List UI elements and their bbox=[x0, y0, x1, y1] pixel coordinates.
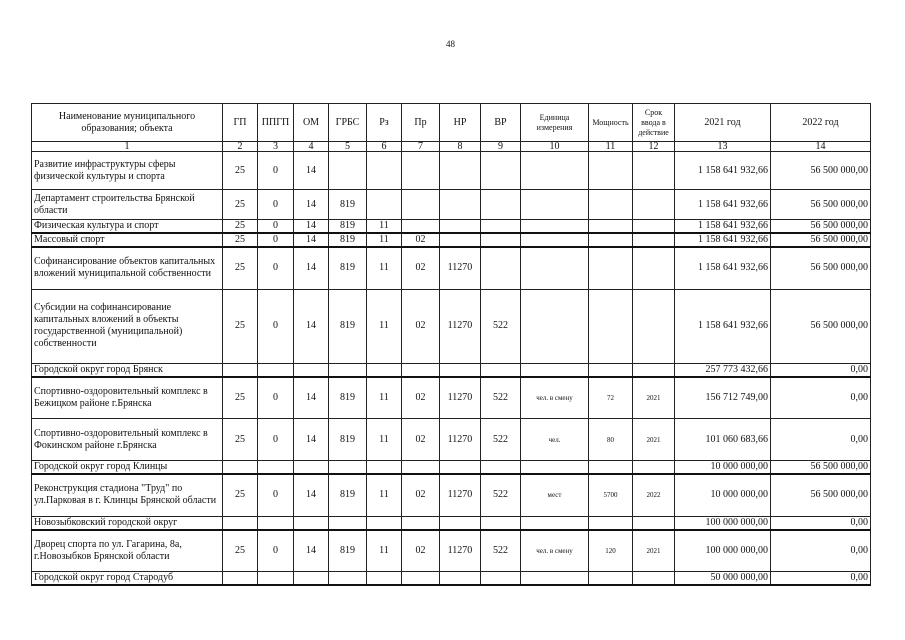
cell-term: 2022 bbox=[633, 474, 675, 516]
cell-pr: 02 bbox=[402, 377, 440, 419]
header-power: Мощность bbox=[589, 104, 633, 142]
cell-gp: 25 bbox=[223, 233, 258, 247]
cell-y2021: 101 060 683,66 bbox=[675, 419, 771, 461]
table-row bbox=[32, 419, 871, 461]
cell-ppgp: 0 bbox=[258, 220, 294, 234]
cell-grbs: 819 bbox=[329, 289, 367, 363]
cell-ppgp: 0 bbox=[258, 233, 294, 247]
cell-vr bbox=[481, 152, 521, 190]
cell-power bbox=[589, 152, 633, 190]
column-number: 6 bbox=[367, 142, 402, 152]
cell-gp: 25 bbox=[223, 419, 258, 461]
cell-y2022: 0,00 bbox=[771, 419, 871, 461]
cell-power: 80 bbox=[589, 419, 633, 461]
table-row bbox=[32, 152, 871, 190]
cell-vr: 522 bbox=[481, 474, 521, 516]
header-name: Наименование муниципального образования; объекта bbox=[32, 104, 223, 142]
cell-power: 120 bbox=[589, 530, 633, 572]
cell-y2021: 1 158 641 932,66 bbox=[675, 233, 771, 247]
cell-om: 14 bbox=[294, 474, 329, 516]
table-row bbox=[32, 190, 871, 220]
cell-unit bbox=[521, 572, 589, 586]
cell-gp: 25 bbox=[223, 474, 258, 516]
table-row bbox=[32, 474, 871, 516]
cell-y2022: 56 500 000,00 bbox=[771, 289, 871, 363]
header-vr: ВР bbox=[481, 104, 521, 142]
cell-term bbox=[633, 572, 675, 586]
cell-pr: 02 bbox=[402, 530, 440, 572]
cell-om: 14 bbox=[294, 530, 329, 572]
cell-vr: 522 bbox=[481, 530, 521, 572]
table-row bbox=[32, 377, 871, 419]
cell-nr bbox=[440, 516, 481, 530]
cell-om: 14 bbox=[294, 289, 329, 363]
cell-y2022: 0,00 bbox=[771, 377, 871, 419]
cell-pr: 02 bbox=[402, 247, 440, 289]
cell-rz: 11 bbox=[367, 220, 402, 234]
cell-y2022: 56 500 000,00 bbox=[771, 220, 871, 234]
column-number: 14 bbox=[771, 142, 871, 152]
cell-name: Спортивно-оздоровительный комплекс в Бежицком районе г.Брянска bbox=[32, 377, 223, 419]
cell-ppgp: 0 bbox=[258, 530, 294, 572]
cell-rz bbox=[367, 516, 402, 530]
cell-name: Спортивно-оздоровительный комплекс в Фокинском районе г.Брянска bbox=[32, 419, 223, 461]
cell-pr bbox=[402, 363, 440, 377]
cell-y2022: 0,00 bbox=[771, 530, 871, 572]
column-number: 10 bbox=[521, 142, 589, 152]
cell-name: Физическая культура и спорт bbox=[32, 220, 223, 234]
cell-power bbox=[589, 516, 633, 530]
header-grbs: ГРБС bbox=[329, 104, 367, 142]
cell-grbs: 819 bbox=[329, 419, 367, 461]
column-number: 12 bbox=[633, 142, 675, 152]
cell-nr bbox=[440, 233, 481, 247]
column-number: 5 bbox=[329, 142, 367, 152]
cell-nr bbox=[440, 572, 481, 586]
cell-name: Департамент строительства Брянской области bbox=[32, 190, 223, 220]
cell-y2022: 56 500 000,00 bbox=[771, 190, 871, 220]
cell-om: 14 bbox=[294, 377, 329, 419]
table-row bbox=[32, 289, 871, 363]
cell-ppgp: 0 bbox=[258, 152, 294, 190]
cell-gp: 25 bbox=[223, 190, 258, 220]
cell-ppgp bbox=[258, 363, 294, 377]
cell-vr: 522 bbox=[481, 377, 521, 419]
cell-term: 2021 bbox=[633, 419, 675, 461]
cell-nr: 11270 bbox=[440, 377, 481, 419]
table-body bbox=[32, 152, 871, 586]
cell-ppgp bbox=[258, 572, 294, 586]
cell-grbs bbox=[329, 461, 367, 475]
cell-rz: 11 bbox=[367, 419, 402, 461]
cell-ppgp: 0 bbox=[258, 247, 294, 289]
cell-pr: 02 bbox=[402, 474, 440, 516]
table-row bbox=[32, 220, 871, 234]
cell-nr: 11270 bbox=[440, 247, 481, 289]
cell-y2021: 1 158 641 932,66 bbox=[675, 289, 771, 363]
column-number: 4 bbox=[294, 142, 329, 152]
cell-y2022: 56 500 000,00 bbox=[771, 247, 871, 289]
cell-vr bbox=[481, 363, 521, 377]
cell-power bbox=[589, 289, 633, 363]
cell-rz: 11 bbox=[367, 247, 402, 289]
header-pr: Пр bbox=[402, 104, 440, 142]
cell-power bbox=[589, 461, 633, 475]
header-ppgp: ППГП bbox=[258, 104, 294, 142]
cell-term bbox=[633, 220, 675, 234]
cell-grbs: 819 bbox=[329, 247, 367, 289]
header-gp: ГП bbox=[223, 104, 258, 142]
cell-y2022: 56 500 000,00 bbox=[771, 233, 871, 247]
cell-pr bbox=[402, 461, 440, 475]
cell-rz bbox=[367, 363, 402, 377]
cell-unit: мест bbox=[521, 474, 589, 516]
table-row bbox=[32, 233, 871, 247]
cell-gp: 25 bbox=[223, 220, 258, 234]
cell-y2021: 1 158 641 932,66 bbox=[675, 190, 771, 220]
cell-grbs bbox=[329, 572, 367, 586]
cell-om bbox=[294, 516, 329, 530]
cell-power bbox=[589, 233, 633, 247]
cell-name: Городской округ город Клинцы bbox=[32, 461, 223, 475]
cell-gp bbox=[223, 516, 258, 530]
cell-power bbox=[589, 363, 633, 377]
cell-ppgp: 0 bbox=[258, 474, 294, 516]
cell-nr: 11270 bbox=[440, 530, 481, 572]
cell-term bbox=[633, 461, 675, 475]
cell-nr: 11270 bbox=[440, 419, 481, 461]
cell-name: Дворец спорта по ул. Гагарина, 8а, г.Новозыбков Брянской области bbox=[32, 530, 223, 572]
cell-rz: 11 bbox=[367, 289, 402, 363]
cell-pr bbox=[402, 152, 440, 190]
cell-gp bbox=[223, 363, 258, 377]
cell-ppgp bbox=[258, 516, 294, 530]
cell-gp: 25 bbox=[223, 289, 258, 363]
cell-pr bbox=[402, 516, 440, 530]
cell-grbs: 819 bbox=[329, 233, 367, 247]
header-nr: НР bbox=[440, 104, 481, 142]
cell-grbs: 819 bbox=[329, 530, 367, 572]
cell-rz: 11 bbox=[367, 377, 402, 419]
cell-name: Софинансирование объектов капитальных вложений муниципальной собственности bbox=[32, 247, 223, 289]
cell-unit bbox=[521, 247, 589, 289]
header-rz: Рз bbox=[367, 104, 402, 142]
cell-y2021: 1 158 641 932,66 bbox=[675, 220, 771, 234]
cell-ppgp bbox=[258, 461, 294, 475]
cell-power bbox=[589, 220, 633, 234]
cell-y2021: 1 158 641 932,66 bbox=[675, 247, 771, 289]
cell-vr: 522 bbox=[481, 289, 521, 363]
column-number: 2 bbox=[223, 142, 258, 152]
cell-ppgp: 0 bbox=[258, 289, 294, 363]
cell-rz: 11 bbox=[367, 530, 402, 572]
column-number: 7 bbox=[402, 142, 440, 152]
header-unit: Единица измерения bbox=[521, 104, 589, 142]
column-number: 13 bbox=[675, 142, 771, 152]
cell-nr bbox=[440, 152, 481, 190]
cell-nr bbox=[440, 363, 481, 377]
cell-nr: 11270 bbox=[440, 289, 481, 363]
cell-term bbox=[633, 363, 675, 377]
page-number: 48 bbox=[446, 39, 455, 49]
cell-om: 14 bbox=[294, 152, 329, 190]
cell-rz bbox=[367, 572, 402, 586]
table-row bbox=[32, 363, 871, 377]
cell-y2022: 0,00 bbox=[771, 572, 871, 586]
cell-vr bbox=[481, 516, 521, 530]
cell-unit: чел. в смену bbox=[521, 377, 589, 419]
cell-pr: 02 bbox=[402, 233, 440, 247]
cell-om bbox=[294, 363, 329, 377]
cell-om bbox=[294, 461, 329, 475]
cell-term bbox=[633, 289, 675, 363]
cell-unit bbox=[521, 152, 589, 190]
cell-gp bbox=[223, 572, 258, 586]
cell-gp: 25 bbox=[223, 377, 258, 419]
cell-term bbox=[633, 152, 675, 190]
cell-nr bbox=[440, 461, 481, 475]
cell-term bbox=[633, 516, 675, 530]
column-number: 1 bbox=[32, 142, 223, 152]
cell-unit bbox=[521, 190, 589, 220]
cell-rz bbox=[367, 190, 402, 220]
cell-vr: 522 bbox=[481, 419, 521, 461]
cell-nr bbox=[440, 220, 481, 234]
column-number-row bbox=[32, 142, 871, 152]
cell-y2021: 50 000 000,00 bbox=[675, 572, 771, 586]
column-number: 3 bbox=[258, 142, 294, 152]
header-om: ОМ bbox=[294, 104, 329, 142]
cell-term bbox=[633, 247, 675, 289]
cell-y2022: 0,00 bbox=[771, 516, 871, 530]
cell-om: 14 bbox=[294, 220, 329, 234]
cell-name: Массовый спорт bbox=[32, 233, 223, 247]
cell-grbs: 819 bbox=[329, 220, 367, 234]
cell-om: 14 bbox=[294, 419, 329, 461]
cell-ppgp: 0 bbox=[258, 377, 294, 419]
cell-pr bbox=[402, 190, 440, 220]
cell-vr bbox=[481, 190, 521, 220]
cell-y2021: 10 000 000,00 bbox=[675, 461, 771, 475]
table-row bbox=[32, 572, 871, 586]
cell-om bbox=[294, 572, 329, 586]
table-row bbox=[32, 461, 871, 475]
column-number: 9 bbox=[481, 142, 521, 152]
cell-unit bbox=[521, 233, 589, 247]
cell-y2021: 1 158 641 932,66 bbox=[675, 152, 771, 190]
cell-unit bbox=[521, 289, 589, 363]
table-row bbox=[32, 247, 871, 289]
cell-rz: 11 bbox=[367, 474, 402, 516]
cell-name: Городской округ город Стародуб bbox=[32, 572, 223, 586]
cell-nr bbox=[440, 190, 481, 220]
cell-rz: 11 bbox=[367, 233, 402, 247]
cell-vr bbox=[481, 233, 521, 247]
cell-name: Новозыбковский городской округ bbox=[32, 516, 223, 530]
cell-gp: 25 bbox=[223, 530, 258, 572]
table-row bbox=[32, 516, 871, 530]
cell-y2021: 257 773 432,66 bbox=[675, 363, 771, 377]
cell-rz bbox=[367, 152, 402, 190]
cell-gp: 25 bbox=[223, 152, 258, 190]
cell-rz bbox=[367, 461, 402, 475]
cell-power bbox=[589, 572, 633, 586]
cell-y2022: 0,00 bbox=[771, 363, 871, 377]
cell-om: 14 bbox=[294, 247, 329, 289]
cell-grbs: 819 bbox=[329, 474, 367, 516]
cell-y2021: 100 000 000,00 bbox=[675, 516, 771, 530]
cell-unit bbox=[521, 363, 589, 377]
cell-y2022: 56 500 000,00 bbox=[771, 152, 871, 190]
cell-ppgp: 0 bbox=[258, 190, 294, 220]
cell-vr bbox=[481, 572, 521, 586]
cell-unit bbox=[521, 461, 589, 475]
cell-y2022: 56 500 000,00 bbox=[771, 461, 871, 475]
budget-table bbox=[31, 103, 871, 586]
cell-y2021: 156 712 749,00 bbox=[675, 377, 771, 419]
cell-gp: 25 bbox=[223, 247, 258, 289]
cell-unit bbox=[521, 516, 589, 530]
header-row bbox=[32, 104, 871, 142]
column-number: 11 bbox=[589, 142, 633, 152]
cell-unit bbox=[521, 220, 589, 234]
cell-name: Городской округ город Брянск bbox=[32, 363, 223, 377]
cell-ppgp: 0 bbox=[258, 419, 294, 461]
cell-name: Развитие инфраструктуры сферы физической культуры и спорта bbox=[32, 152, 223, 190]
cell-pr: 02 bbox=[402, 289, 440, 363]
cell-gp bbox=[223, 461, 258, 475]
cell-power: 72 bbox=[589, 377, 633, 419]
cell-name: Субсидии на софинансирование капитальных вложений в объекты государственной (муниципальной) собственности bbox=[32, 289, 223, 363]
cell-vr bbox=[481, 220, 521, 234]
cell-nr: 11270 bbox=[440, 474, 481, 516]
cell-grbs bbox=[329, 152, 367, 190]
cell-grbs bbox=[329, 363, 367, 377]
header-term: Срок ввода в действие bbox=[633, 104, 675, 142]
cell-pr bbox=[402, 572, 440, 586]
cell-power bbox=[589, 190, 633, 220]
cell-unit: чел. bbox=[521, 419, 589, 461]
cell-y2022: 56 500 000,00 bbox=[771, 474, 871, 516]
cell-pr bbox=[402, 220, 440, 234]
cell-y2021: 10 000 000,00 bbox=[675, 474, 771, 516]
cell-om: 14 bbox=[294, 190, 329, 220]
cell-y2021: 100 000 000,00 bbox=[675, 530, 771, 572]
cell-vr bbox=[481, 461, 521, 475]
column-number: 8 bbox=[440, 142, 481, 152]
cell-unit: чел. в смену bbox=[521, 530, 589, 572]
cell-term: 2021 bbox=[633, 377, 675, 419]
cell-term bbox=[633, 233, 675, 247]
cell-term: 2021 bbox=[633, 530, 675, 572]
cell-pr: 02 bbox=[402, 419, 440, 461]
cell-grbs bbox=[329, 516, 367, 530]
cell-grbs: 819 bbox=[329, 190, 367, 220]
cell-term bbox=[633, 190, 675, 220]
cell-power: 5700 bbox=[589, 474, 633, 516]
header-2022: 2022 год bbox=[771, 104, 871, 142]
cell-vr bbox=[481, 247, 521, 289]
cell-grbs: 819 bbox=[329, 377, 367, 419]
cell-power bbox=[589, 247, 633, 289]
table-row bbox=[32, 530, 871, 572]
cell-name: Реконструкция стадиона "Труд" по ул.Парковая в г. Клинцы Брянской области bbox=[32, 474, 223, 516]
cell-om: 14 bbox=[294, 233, 329, 247]
header-2021: 2021 год bbox=[675, 104, 771, 142]
